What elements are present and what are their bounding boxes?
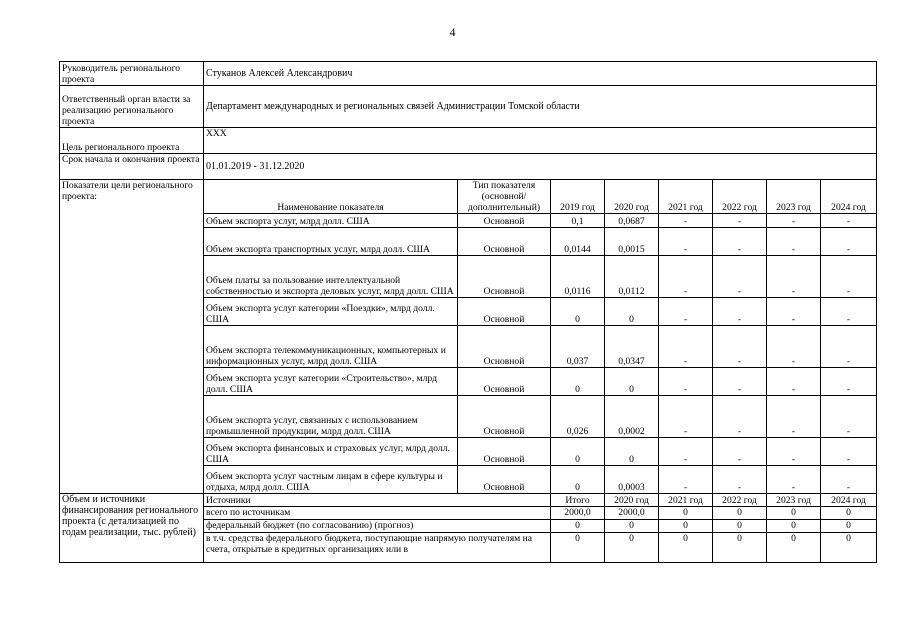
indicator-name: Объем экспорта услуг категории «Поездки», млрд долл. США <box>204 298 458 326</box>
table-row <box>60 62 877 86</box>
indicator-value: 0 <box>605 298 659 326</box>
column-header: Наименование показателя <box>204 180 458 214</box>
page-number: 4 <box>449 25 456 39</box>
indicator-value: - <box>821 256 877 298</box>
indicator-value: - <box>821 368 877 396</box>
funding-column-header: 2022 год <box>713 494 767 507</box>
indicator-value: 0 <box>551 438 605 466</box>
indicator-value: 0,0347 <box>605 326 659 368</box>
indicator-type: Основной <box>458 214 551 228</box>
row-value: Департамент международных и региональных связей Администрации Томской области <box>204 86 877 128</box>
funding-value: 0 <box>821 507 877 520</box>
indicator-value: - <box>659 214 713 228</box>
funding-value: 0 <box>659 533 713 563</box>
funding-value: 0 <box>713 533 767 563</box>
funding-label: Объем и источники финансирования регионального проекта (с детализацией по годам реализации, тыс. рублей) <box>60 494 204 563</box>
indicator-type: Основной <box>458 396 551 438</box>
funding-column-header: Источники <box>204 494 551 507</box>
indicator-type: Основной <box>458 368 551 396</box>
funding-source: в т.ч. средства федерального бюджета, поступающие напрямую получателям на счета, открытые в кредитных организациях или в <box>204 533 551 563</box>
funding-value: 0 <box>605 520 659 533</box>
row-label: Срок начала и окончания проекта <box>60 154 204 180</box>
indicator-value: 0,0687 <box>605 214 659 228</box>
funding-value: 0 <box>821 520 877 533</box>
funding-column-header: 2023 год <box>767 494 821 507</box>
indicator-value: - <box>713 326 767 368</box>
indicator-name: Объем экспорта транспортных услуг, млрд долл. США <box>204 228 458 256</box>
column-header: 2021 год <box>659 180 713 214</box>
indicator-value: - <box>713 368 767 396</box>
indicator-name: Объем экспорта финансовых и страховых услуг, млрд долл. США <box>204 438 458 466</box>
column-header: 2022 год <box>713 180 767 214</box>
indicator-value: - <box>659 298 713 326</box>
indicator-name: Объем экспорта услуг, связанных с использованием промышленной продукции, млрд долл. США <box>204 396 458 438</box>
table-row <box>60 128 877 154</box>
indicator-value: 0,0112 <box>605 256 659 298</box>
indicator-name: Объем платы за пользование интеллектуальной собственностью и экспорта деловых услуг, млрд долл. США <box>204 256 458 298</box>
indicator-value: - <box>659 396 713 438</box>
indicator-value: 0,0003 <box>605 466 659 494</box>
funding-value: 2000,0 <box>605 507 659 520</box>
indicator-value: - <box>713 466 767 494</box>
indicator-value: - <box>713 228 767 256</box>
indicator-type: Основной <box>458 438 551 466</box>
table-row <box>60 154 877 180</box>
indicator-value: - <box>767 466 821 494</box>
indicator-type: Основной <box>458 466 551 494</box>
funding-header-row <box>60 494 877 507</box>
indicator-value: - <box>767 438 821 466</box>
funding-column-header: 2024 год <box>821 494 877 507</box>
funding-value: 0 <box>821 533 877 563</box>
funding-value: 0 <box>713 507 767 520</box>
indicator-value: - <box>821 396 877 438</box>
indicators-label: Показатели цели регионального проекта: <box>60 180 204 494</box>
indicator-value: - <box>767 214 821 228</box>
indicator-value: 0,026 <box>551 396 605 438</box>
indicator-value: 0,1 <box>551 214 605 228</box>
funding-value: 2000,0 <box>551 507 605 520</box>
indicator-value: 0,037 <box>551 326 605 368</box>
indicator-name: Объем экспорта услуг, млрд долл. США <box>204 214 458 228</box>
column-header: 2023 год <box>767 180 821 214</box>
row-value: Стуканов Алексей Александрович <box>204 62 877 86</box>
indicator-value: 0,0116 <box>551 256 605 298</box>
funding-source: всего по источникам <box>204 507 551 520</box>
indicator-value: - <box>659 368 713 396</box>
funding-source: федеральный бюджет (по согласованию) (прогноз) <box>204 520 551 533</box>
indicator-value: 0,0015 <box>605 228 659 256</box>
indicator-name: Объем экспорта услуг категории «Строительство», млрд долл. США <box>204 368 458 396</box>
indicator-value: - <box>821 438 877 466</box>
indicator-value: - <box>767 256 821 298</box>
indicator-value: - <box>821 214 877 228</box>
indicator-value: - <box>767 326 821 368</box>
indicator-value: - <box>767 396 821 438</box>
indicator-value: - <box>713 298 767 326</box>
column-header: Тип показателя (основной/ дополнительный) <box>458 180 551 214</box>
indicator-value: - <box>821 298 877 326</box>
row-label: Руководитель регионального проекта <box>60 62 204 86</box>
indicator-name: Объем экспорта услуг частным лицам в сфере культуры и отдыха, млрд долл. США <box>204 466 458 494</box>
indicator-value: - <box>659 438 713 466</box>
funding-value: 0 <box>713 520 767 533</box>
indicator-value: 0 <box>551 368 605 396</box>
indicator-value: - <box>659 466 713 494</box>
funding-value: 0 <box>767 507 821 520</box>
funding-value: 0 <box>551 533 605 563</box>
indicator-value: - <box>659 326 713 368</box>
indicator-value: - <box>767 298 821 326</box>
funding-value: 0 <box>551 520 605 533</box>
funding-column-header: 2021 год <box>659 494 713 507</box>
indicators-header-row <box>60 180 877 214</box>
indicator-value: - <box>767 368 821 396</box>
row-label: Цель регионального проекта <box>60 128 204 154</box>
funding-column-header: Итого <box>551 494 605 507</box>
indicator-value: 0,0144 <box>551 228 605 256</box>
indicator-value: - <box>713 396 767 438</box>
column-header: 2024 год <box>821 180 877 214</box>
indicator-value: - <box>659 256 713 298</box>
indicator-value: - <box>821 326 877 368</box>
row-value: 01.01.2019 - 31.12.2020 <box>204 154 877 180</box>
indicator-value: 0 <box>605 438 659 466</box>
indicator-type: Основной <box>458 298 551 326</box>
indicator-value: - <box>659 228 713 256</box>
indicator-value: 0 <box>551 466 605 494</box>
indicator-value: - <box>713 256 767 298</box>
indicator-value: - <box>821 466 877 494</box>
indicator-value: 0,0002 <box>605 396 659 438</box>
passport-table <box>59 61 877 563</box>
funding-value: 0 <box>767 533 821 563</box>
funding-column-header: 2020 год <box>605 494 659 507</box>
column-header: 2020 год <box>605 180 659 214</box>
funding-value: 0 <box>659 520 713 533</box>
indicator-value: - <box>821 228 877 256</box>
funding-value: 0 <box>659 507 713 520</box>
row-value: XXX <box>204 128 877 154</box>
table-row <box>60 86 877 128</box>
indicator-type: Основной <box>458 326 551 368</box>
indicator-value: 0 <box>551 298 605 326</box>
indicator-name: Объем экспорта телекоммуникационных, компьютерных и информационных услуг, млрд долл. США <box>204 326 458 368</box>
indicator-value: 0 <box>605 368 659 396</box>
indicator-type: Основной <box>458 228 551 256</box>
funding-value: 0 <box>767 520 821 533</box>
row-label: Ответственный орган власти за реализацию регионального проекта <box>60 86 204 128</box>
funding-value: 0 <box>605 533 659 563</box>
indicator-type: Основной <box>458 256 551 298</box>
indicator-value: - <box>767 228 821 256</box>
column-header: 2019 год <box>551 180 605 214</box>
indicator-value: - <box>713 214 767 228</box>
indicator-value: - <box>713 438 767 466</box>
